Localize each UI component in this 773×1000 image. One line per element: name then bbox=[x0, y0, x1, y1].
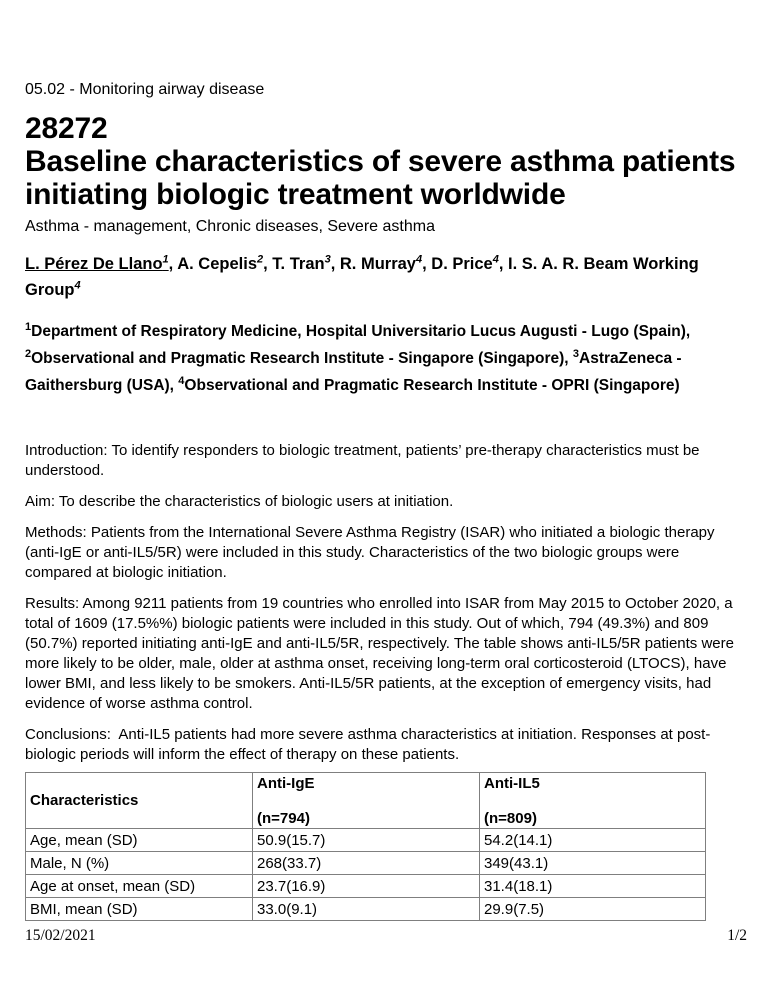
affiliations-block bbox=[25, 318, 747, 399]
row-label: BMI, mean (SD) bbox=[26, 898, 253, 921]
title-block bbox=[25, 112, 747, 211]
affiliation-number: 3 bbox=[572, 347, 580, 360]
affiliation-number: 2 bbox=[25, 347, 32, 360]
author-presenting bbox=[25, 255, 169, 273]
author-name: , D. Price bbox=[422, 255, 493, 273]
paragraph-conclusions: Conclusions: Anti-IL5 patients had more severe asthma characteristics at initiation. Responses at post-biologic periods will inform the effect of therapy on these patients. bbox=[25, 726, 711, 763]
anti-il5-value: 29.9(7.5) bbox=[480, 898, 706, 921]
affiliation-text: Department of Respiratory Medicine, Hospital Universitario Lucus Augusti - Lugo (Spain), bbox=[31, 323, 691, 340]
table-header-row bbox=[26, 773, 706, 829]
authors-line bbox=[25, 251, 747, 303]
author-affiliation-ref: 3 bbox=[324, 253, 331, 266]
author-affiliation-ref: 2 bbox=[257, 253, 264, 266]
header-characteristics-label: Characteristics bbox=[30, 792, 139, 809]
anti-il5-value: 54.2(14.1) bbox=[480, 829, 706, 852]
abstract-body bbox=[25, 441, 747, 765]
header-anti-il5-n: (n=809) bbox=[484, 809, 537, 827]
author bbox=[263, 255, 331, 273]
session-code: 05.02 - Monitoring airway disease bbox=[25, 81, 265, 98]
header-anti-il5-label: Anti-IL5 bbox=[484, 774, 540, 792]
table-row bbox=[26, 875, 706, 898]
author-name: L. Pérez De Llano bbox=[25, 255, 163, 273]
paper-title: Baseline characteristics of severe asthma patients initiating biologic treatment worldwide bbox=[25, 145, 736, 211]
affiliation-text: AstraZeneca - Gaithersburg (USA), bbox=[25, 350, 682, 394]
header-anti-ige-n: (n=794) bbox=[257, 809, 310, 827]
affiliation-number: 1 bbox=[25, 320, 32, 333]
row-label: Male, N (%) bbox=[26, 852, 253, 875]
author-name: , T. Tran bbox=[263, 255, 325, 273]
keywords-line: Asthma - management, Chronic diseases, Severe asthma bbox=[25, 218, 435, 235]
abstract-id: 28272 bbox=[25, 112, 108, 145]
author-name: , I. S. A. R. Beam Working Group bbox=[25, 255, 699, 299]
author bbox=[331, 255, 422, 273]
author-name: , A. Cepelis bbox=[168, 255, 258, 273]
anti-ige-value: 23.7(16.9) bbox=[253, 875, 480, 898]
anti-ige-value: 268(33.7) bbox=[253, 852, 480, 875]
anti-il5-value: 31.4(18.1) bbox=[480, 875, 706, 898]
header-anti-ige bbox=[253, 773, 480, 829]
row-label: Age at onset, mean (SD) bbox=[26, 875, 253, 898]
paragraph-methods: Methods: Patients from the International Severe Asthma Registry (ISAR) who initiated a biologic therapy (anti-IgE or anti-IL5/5R) were included in this study. Characteristics of the two biologic groups were compared at biologic initiation. bbox=[25, 524, 719, 581]
header-anti-il5 bbox=[480, 773, 706, 829]
author-affiliation-ref: 4 bbox=[74, 279, 81, 292]
author bbox=[422, 255, 499, 273]
anti-ige-value: 50.9(15.7) bbox=[253, 829, 480, 852]
table-row bbox=[26, 852, 706, 875]
footer-date: 15/02/2021 bbox=[25, 927, 96, 944]
footer-page-number: 1/2 bbox=[727, 927, 747, 944]
author-affiliation-ref: 4 bbox=[492, 253, 499, 266]
table-row bbox=[26, 898, 706, 921]
header-anti-ige-label: Anti-IgE bbox=[257, 774, 315, 792]
characteristics-table bbox=[25, 772, 706, 921]
anti-il5-value: 349(43.1) bbox=[480, 852, 706, 875]
affiliation-number: 4 bbox=[178, 374, 185, 387]
page-footer bbox=[25, 926, 747, 945]
author-name: , R. Murray bbox=[330, 255, 416, 273]
table-row bbox=[26, 829, 706, 852]
affiliation-text: Observational and Pragmatic Research Institute - Singapore (Singapore), bbox=[31, 350, 573, 367]
paragraph-results: Results: Among 9211 patients from 19 countries who enrolled into ISAR from May 2015 to October 2020, a total of 1609 (17.5%%) biologic patients were included in this study. Out of which, 794 (49.3%) and 809 (50.7%) reported initiating anti-IgE and anti-IL5/5R, respectively. The table shows anti-IL5/5R patients were more likely to be older, male, older at asthma onset, receiving long-term oral corticosteroid (LTOCS), have lower BMI, and less likely to be smokers. Anti-IL5/5R patients, at the exception of emergency visits, had evidence of worse asthma control. bbox=[25, 595, 739, 712]
author-affiliation-ref: 4 bbox=[415, 253, 423, 266]
paragraph-introduction: Introduction: To identify responders to biologic treatment, patients’ pre-therapy characteristics must be understood. bbox=[25, 442, 704, 479]
author-affiliation-ref: 1 bbox=[162, 253, 169, 266]
row-label: Age, mean (SD) bbox=[26, 829, 253, 852]
author bbox=[169, 255, 263, 273]
header-characteristics bbox=[26, 773, 253, 829]
anti-ige-value: 33.0(9.1) bbox=[253, 898, 480, 921]
paragraph-aim: Aim: To describe the characteristics of biologic users at initiation. bbox=[25, 493, 454, 510]
affiliation-text: Observational and Pragmatic Research Institute - OPRI (Singapore) bbox=[184, 377, 680, 394]
